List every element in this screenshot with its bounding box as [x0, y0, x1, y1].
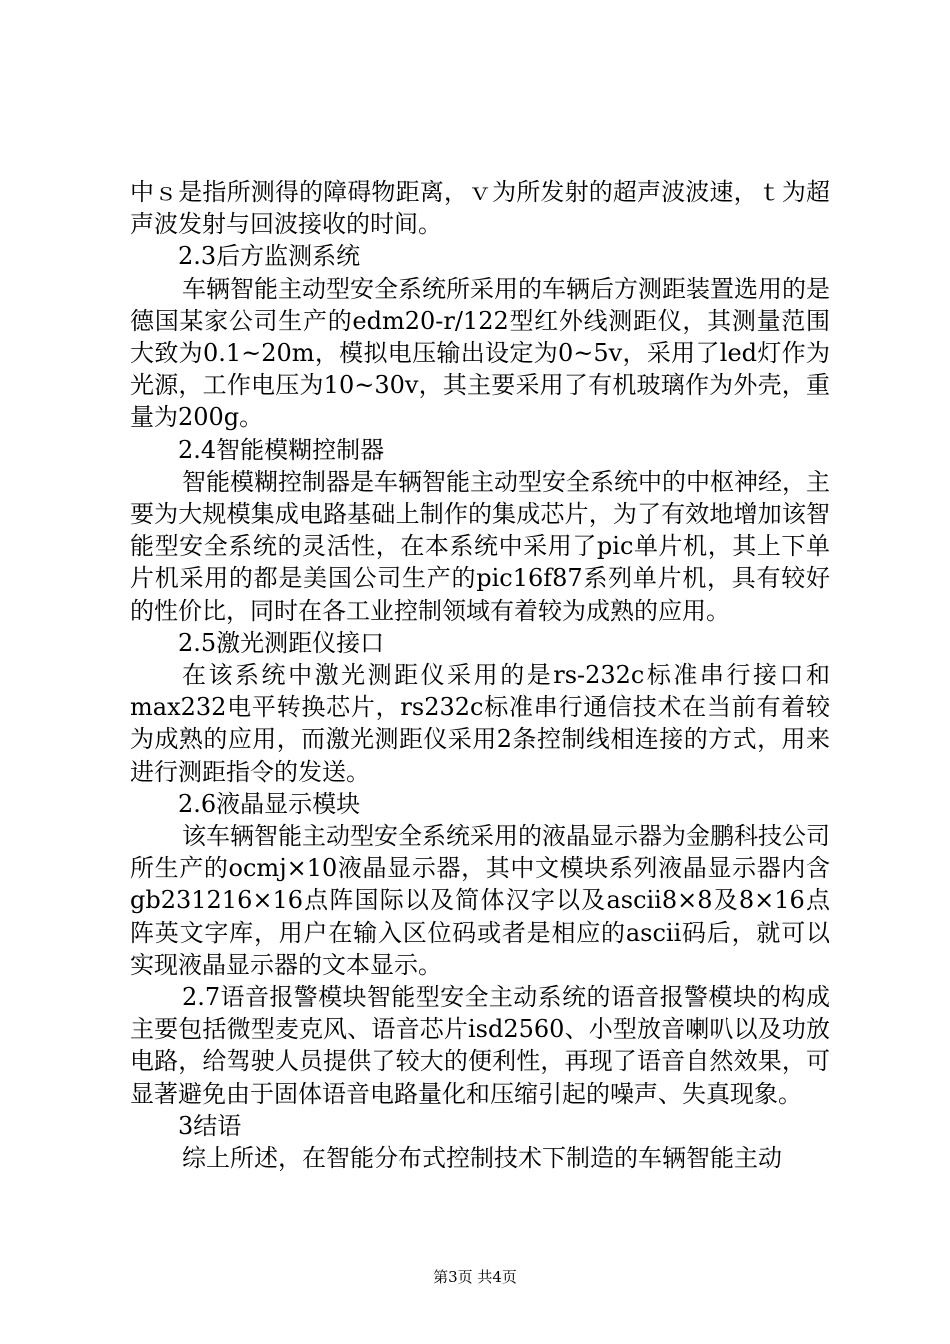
page-footer: 第3页 共4页 [433, 1268, 517, 1286]
paragraph: 2.7语音报警模块智能型安全主动系统的语音报警模块的构成主要包括微型麦克风、语音芯片isd2560、小型放音喇叭以及功放电路，给驾驶人员提供了较大的便利性，再现了语音自然效果，可显著避免由于固体语音电路量化和压缩引起的噪声、失真现象。 [130, 983, 830, 1108]
section-heading: 2.4智能模糊控制器 [178, 435, 385, 464]
section-heading: 2.6液晶显示模块 [178, 789, 361, 818]
section-heading: 3结语 [178, 1111, 242, 1140]
paragraph: 在该系统中激光测距仪采用的是rs-232c标准串行接口和max232电平转换芯片，rs232c标准串行通信技术在当前有着较为成熟的应用，而激光测距仪采用2条控制线相连接的方式，用来进行测距指令的发送。 [130, 661, 830, 786]
paragraph: 车辆智能主动型安全系统所采用的车辆后方测距装置选用的是德国某家公司生产的edm20-r/122型红外线测距仪，其测量范围大致为0.1~20m，模拟电压输出设定为0~5v，采用了led灯作为光源，工作电压为10~30v，其主要采用了有机玻璃作为外壳，重量为200g。 [130, 274, 830, 432]
section-heading: 2.3后方监测系统 [178, 242, 361, 271]
paragraph: 中ｓ是指所测得的障碍物距离，ｖ为所发射的超声波波速，ｔ为超声波发射与回波接收的时间。 [130, 178, 830, 239]
body-text [130, 176, 830, 1174]
section-heading: 2.5激光测距仪接口 [178, 628, 385, 657]
paragraph: 智能模糊控制器是车辆智能主动型安全系统中的中枢神经，主要为大规模集成电路基础上制作的集成芯片，为了有效地增加该智能型安全系统的灵活性，在本系统中采用了pic单片机，其上下单片机采用的都是美国公司生产的pic16f87系列单片机，具有较好的性价比，同时在各工业控制领域有着较为成熟的应用。 [130, 467, 830, 625]
paragraph: 该车辆智能主动型安全系统采用的液晶显示器为金鹏科技公司所生产的ocmj×10液晶显示器，其中文模块系列液晶显示器内含gb231216×16点阵国际以及简体汉字以及ascii8×8及8×16点阵英文字库，用户在输入区位码或者是相应的ascii码后，就可以实现液晶显示器的文本显示。 [130, 822, 830, 979]
paragraph: 综上所述，在智能分布式控制技术下制造的车辆智能主动 [182, 1144, 782, 1173]
